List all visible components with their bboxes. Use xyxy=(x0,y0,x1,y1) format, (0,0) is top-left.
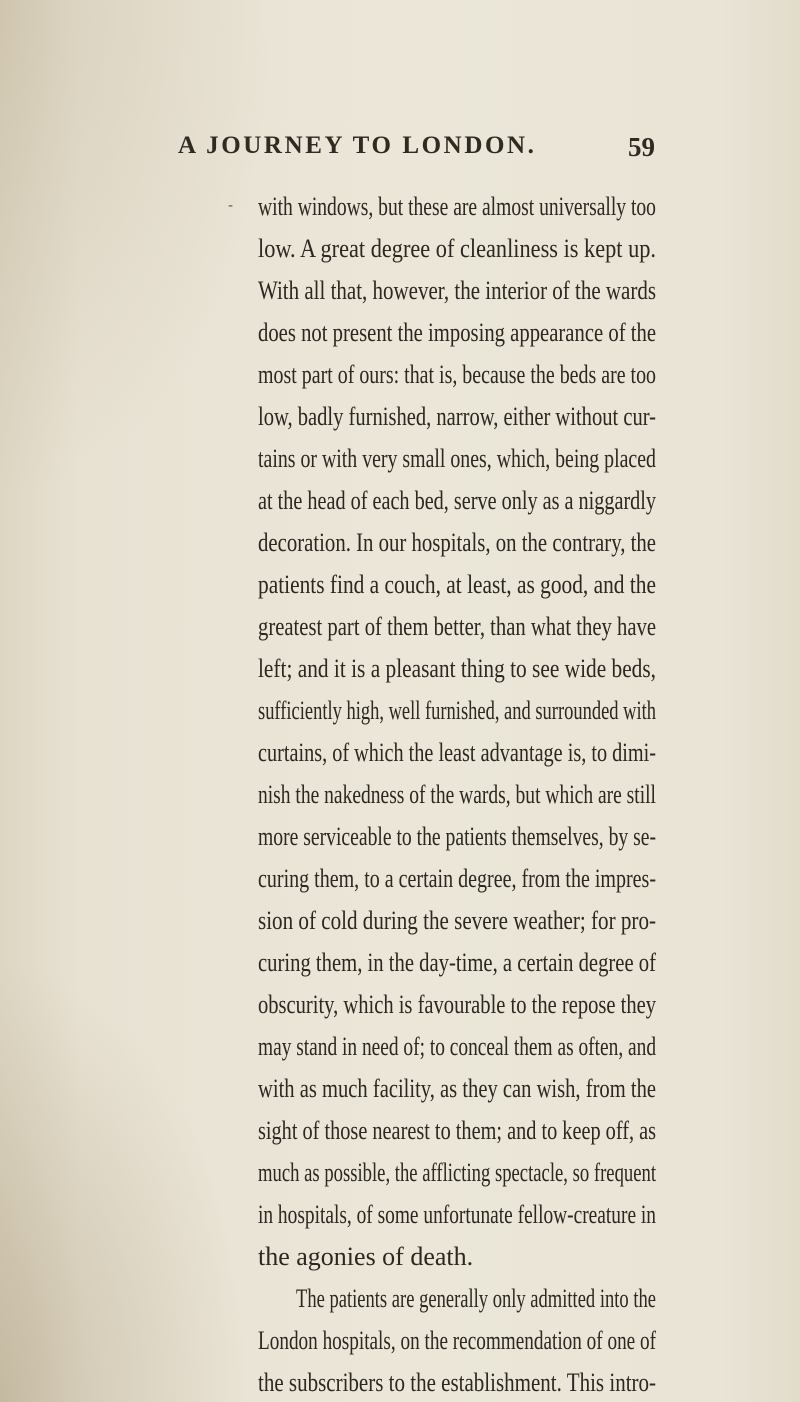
text-line: The patients are generally only admitted into the xyxy=(296,1284,656,1313)
text-line: curing them, to a certain degree, from the impres- xyxy=(258,864,657,893)
margin-mark: - xyxy=(228,198,234,214)
running-title: A JOURNEY TO LONDON. xyxy=(178,132,537,159)
text-line: With all that, however, the interior of the wards xyxy=(258,276,657,305)
text-line: may stand in need of; to conceal them as often, and xyxy=(258,1032,657,1061)
text-line: sight of those nearest to them; and to keep off, as xyxy=(258,1116,657,1145)
text-line: at the head of each bed, serve only as a niggardly xyxy=(258,486,657,515)
page-header xyxy=(0,132,800,172)
text-line: with windows, but these are almost universally too xyxy=(258,192,656,221)
text-line: curtains, of which the least advantage is, to dimi- xyxy=(258,738,657,767)
page-number: 59 xyxy=(628,132,655,162)
text-line: tains or with very small ones, which, being placed xyxy=(258,444,656,473)
text-line: most part of ours: that is, because the beds are too xyxy=(258,360,657,389)
text-line: low. A great degree of cleanliness is kept up. xyxy=(258,234,657,263)
text-line: obscurity, which is favourable to the repose they xyxy=(258,990,657,1019)
text-line: sufficiently high, well furnished, and surrounded with xyxy=(258,696,657,725)
text-line: patients find a couch, at least, as good, and the xyxy=(258,570,656,599)
text-line: more serviceable to the patients themselves, by se- xyxy=(258,822,657,851)
text-line: in hospitals, of some unfortunate fellow-creature in xyxy=(258,1200,656,1229)
text-line: low, badly furnished, narrow, either without cur- xyxy=(258,402,657,431)
text-line: curing them, in the day-time, a certain degree of xyxy=(258,948,657,977)
text-line: decoration. In our hospitals, on the contrary, the xyxy=(258,528,657,557)
text-line: the subscribers to the establishment. This intro- xyxy=(258,1368,657,1397)
text-line: greatest part of them better, than what they have xyxy=(258,612,657,641)
text-line: the agonies of death. xyxy=(258,1242,474,1271)
text-line: much as possible, the afflicting spectacle, so frequent xyxy=(258,1158,657,1187)
text-line: with as much facility, as they can wish, from the xyxy=(258,1074,656,1103)
text-line: does not present the imposing appearance of the xyxy=(258,318,657,347)
text-line: left; and it is a pleasant thing to see wide beds, xyxy=(258,654,657,683)
text-line: sion of cold during the severe weather; for pro- xyxy=(258,906,657,935)
text-line: London hospitals, on the recommendation of one of xyxy=(258,1326,657,1355)
text-line: nish the nakedness of the wards, but which are still xyxy=(258,780,656,809)
